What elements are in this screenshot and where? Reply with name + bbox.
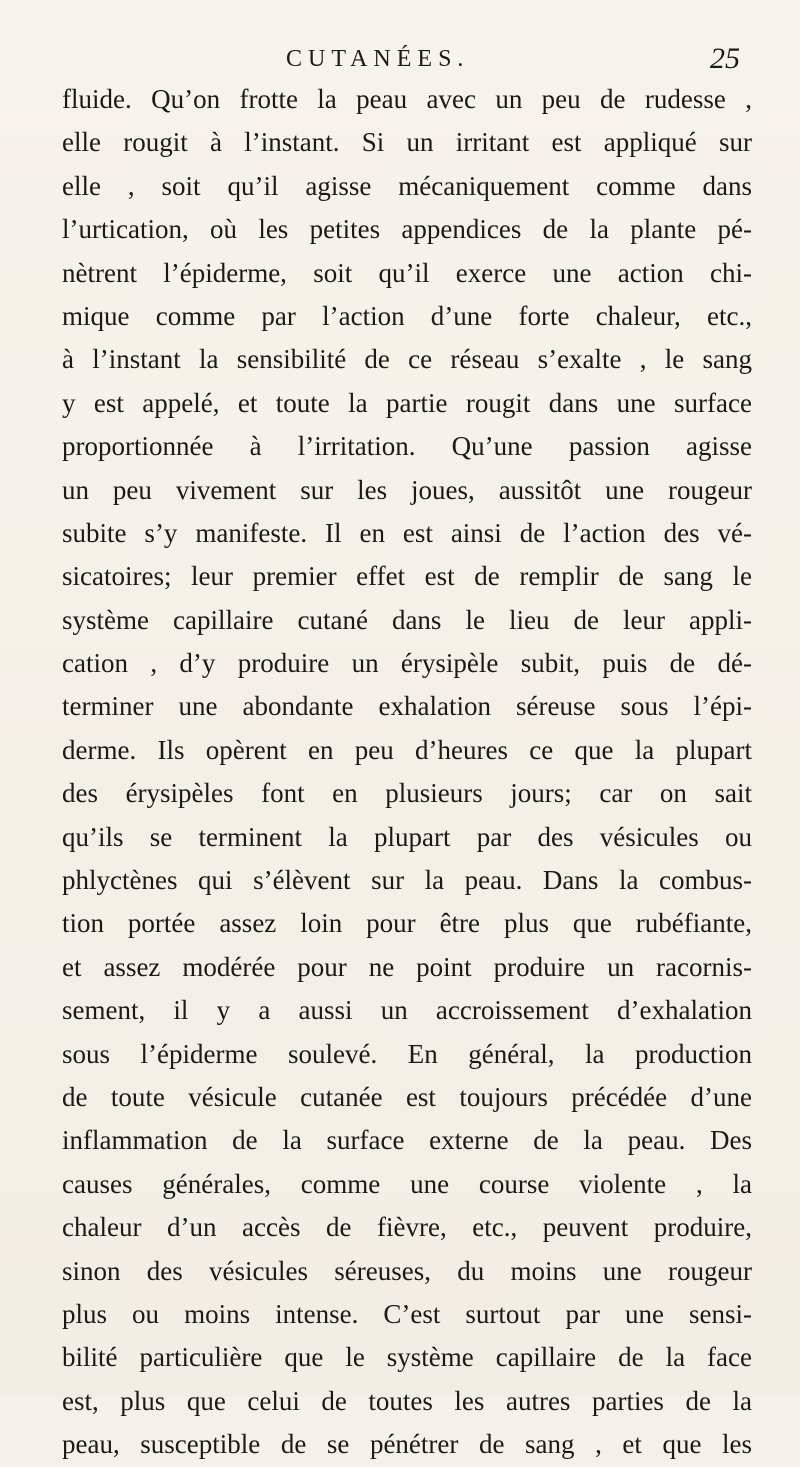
- text-line: causes générales, comme une course violente , la: [62, 1168, 752, 1199]
- text-line: système capillaire cutané dans le lieu de leur appli-: [62, 604, 752, 635]
- text-line: terminer une abondante exhalation séreuse sous l’épi-: [62, 691, 752, 722]
- text-line: inflammation de la surface externe de la peau. Des: [62, 1125, 752, 1156]
- text-line: peau, susceptible de se pénétrer de sang , et que les: [62, 1429, 752, 1460]
- text-line: des érysipèles font en plusieurs jours; car on sait: [62, 778, 752, 809]
- text-line: mique comme par l’action d’une forte chaleur, etc.,: [62, 300, 752, 331]
- text-line: qu’ils se terminent la plupart par des vésicules ou: [62, 821, 752, 852]
- text-line: sement, il y a aussi un accroissement d’exhalation: [62, 995, 752, 1026]
- text-line: et assez modérée pour ne point produire un racornis-: [62, 951, 752, 982]
- text-line: nètrent l’épiderme, soit qu’il exerce une action chi-: [62, 257, 752, 288]
- text-line: fluide. Qu’on frotte la peau avec un peu de rudesse ,: [62, 84, 752, 114]
- running-head: [0, 42, 800, 80]
- text-line: proportionnée à l’irritation. Qu’une passion agisse: [62, 431, 752, 462]
- text-line: bilité particulière que le système capillaire de la face: [62, 1342, 752, 1373]
- text-line: de toute vésicule cutanée est toujours précédée d’une: [62, 1081, 752, 1112]
- text-line: est, plus que celui de toutes les autres parties de la: [62, 1385, 752, 1416]
- text-line: y est appelé, et toute la partie rougit dans une surface: [62, 387, 752, 418]
- text-line: à l’instant la sensibilité de ce réseau s’exalte , le sang: [62, 344, 752, 375]
- text-line: cation , d’y produire un érysipèle subit, puis de dé-: [62, 648, 752, 679]
- text-line: derme. Ils opèrent en peu d’heures ce que la plupart: [62, 734, 752, 765]
- text-line: plus ou moins intense. C’est surtout par une sensi-: [62, 1298, 752, 1329]
- text-line: subite s’y manifeste. Il en est ainsi de l’action des vé-: [62, 517, 752, 548]
- text-line: l’urtication, où les petites appendices de la plante pé-: [62, 214, 752, 245]
- text-line: sinon des vésicules séreuses, du moins une rougeur: [62, 1255, 752, 1286]
- text-line: phlyctènes qui s’élèvent sur la peau. Dans la combus-: [62, 865, 752, 896]
- page-number: 25: [710, 42, 740, 75]
- text-line: sous l’épiderme soulevé. En général, la production: [62, 1038, 752, 1069]
- body-text: [62, 78, 752, 1467]
- text-line: tion portée assez loin pour être plus que rubéfiante,: [62, 908, 752, 939]
- text-line: sicatoires; leur premier effet est de remplir de sang le: [62, 561, 752, 592]
- text-line: un peu vivement sur les joues, aussitôt une rougeur: [62, 474, 752, 505]
- text-line: elle , soit qu’il agisse mécaniquement comme dans: [62, 170, 752, 201]
- text-line: elle rougit à l’instant. Si un irritant est appliqué sur: [62, 127, 752, 158]
- running-title: CUTANÉES.: [286, 46, 470, 72]
- text-line: chaleur d’un accès de fièvre, etc., peuvent produire,: [62, 1212, 752, 1243]
